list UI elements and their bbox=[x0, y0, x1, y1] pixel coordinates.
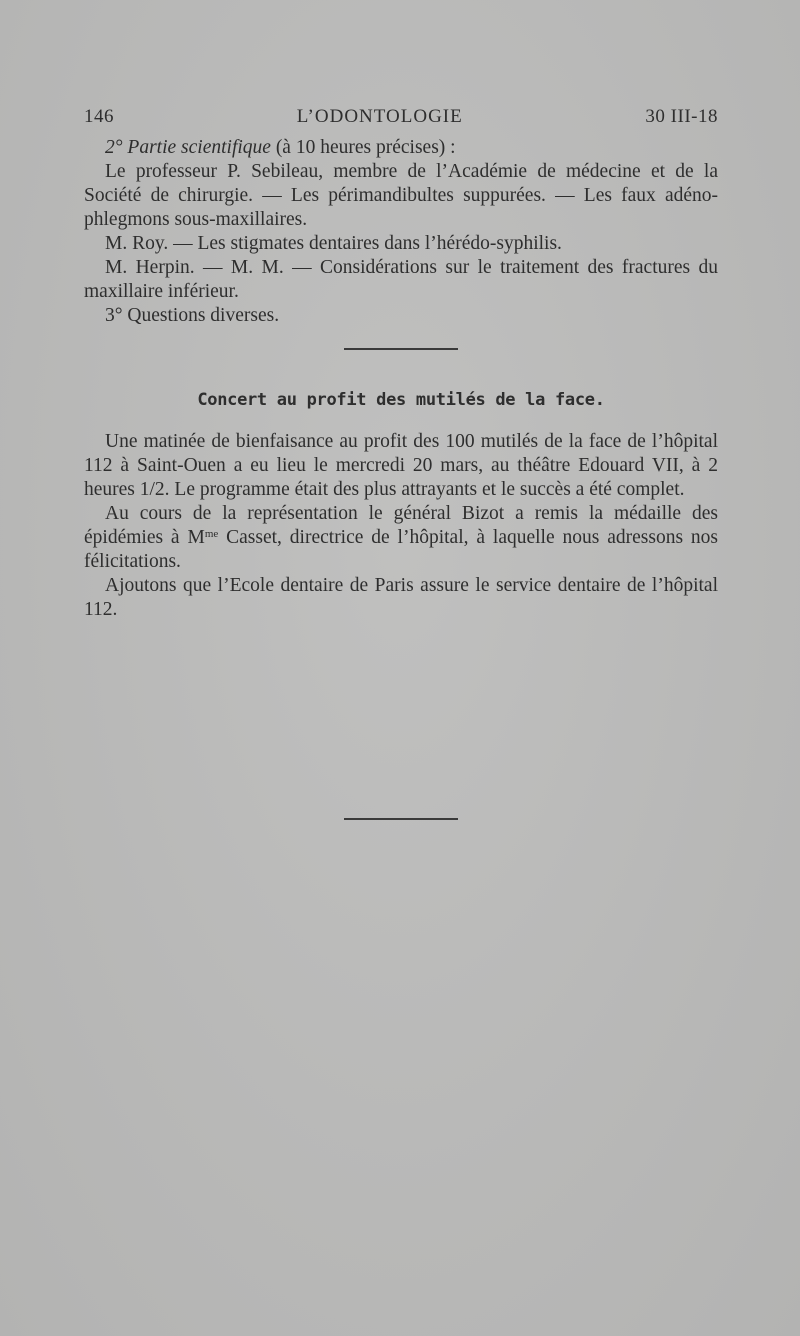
section-divider bbox=[344, 348, 458, 350]
title-abbreviation: me bbox=[204, 528, 219, 540]
program-paragraph-questions: 3° Questions diverses. bbox=[105, 305, 280, 326]
part2-time: (à 10 heures précises) : bbox=[270, 137, 456, 158]
journal-title: L’ODONTOLOGIE bbox=[296, 106, 463, 127]
article-paragraph-3: Ajoutons que l’Ecole dentaire de Paris assure le service dentaire de l’hôpital 112. bbox=[84, 575, 718, 620]
issue-date: 30 III-18 bbox=[645, 106, 718, 127]
article-heading: Concert au profit des mutilés de la face. bbox=[197, 390, 605, 410]
article-paragraph-2 bbox=[84, 502, 718, 574]
article-body bbox=[84, 430, 718, 622]
page bbox=[84, 106, 718, 820]
paragraph-2-start: Au cours de la représentation le général Bizot a remis la médaille des épidémies à M bbox=[84, 503, 718, 548]
article-paragraph-1: Une matinée de bienfaisance au profit des 100 mutilés de la face de l’hôpital 112 à Saint-Ouen a eu lieu le mercredi 20 mars, au théâtre Edouard VII, à 2 heures 1/2. Le programme était des plus attrayants et le succès a été complet. bbox=[84, 431, 718, 500]
running-head bbox=[84, 106, 718, 136]
program-paragraph-herpin: M. Herpin. — M. M. — Considérations sur le traitement des fractures du maxillaire inférieur. bbox=[84, 257, 718, 302]
part2-label: 2° Partie scientifique bbox=[105, 137, 271, 158]
program-paragraph-roy: M. Roy. — Les stigmates dentaires dans l’hérédo-syphilis. bbox=[105, 233, 562, 254]
end-divider bbox=[344, 818, 458, 820]
program-section bbox=[84, 136, 718, 328]
paragraph-2-end: Casset, directrice de l’hôpital, à laquelle nous adressons nos félicitations. bbox=[84, 527, 718, 572]
program-paragraph-sebileau: Le professeur P. Sebileau, membre de l’Académie de médecine et de la Société de chirurgie. — Les périmandibultes suppurées. — Les faux adéno-phlegmons sous-maxillaires. bbox=[84, 161, 718, 230]
page-number: 146 bbox=[84, 106, 114, 127]
program-part2-line bbox=[84, 136, 718, 160]
